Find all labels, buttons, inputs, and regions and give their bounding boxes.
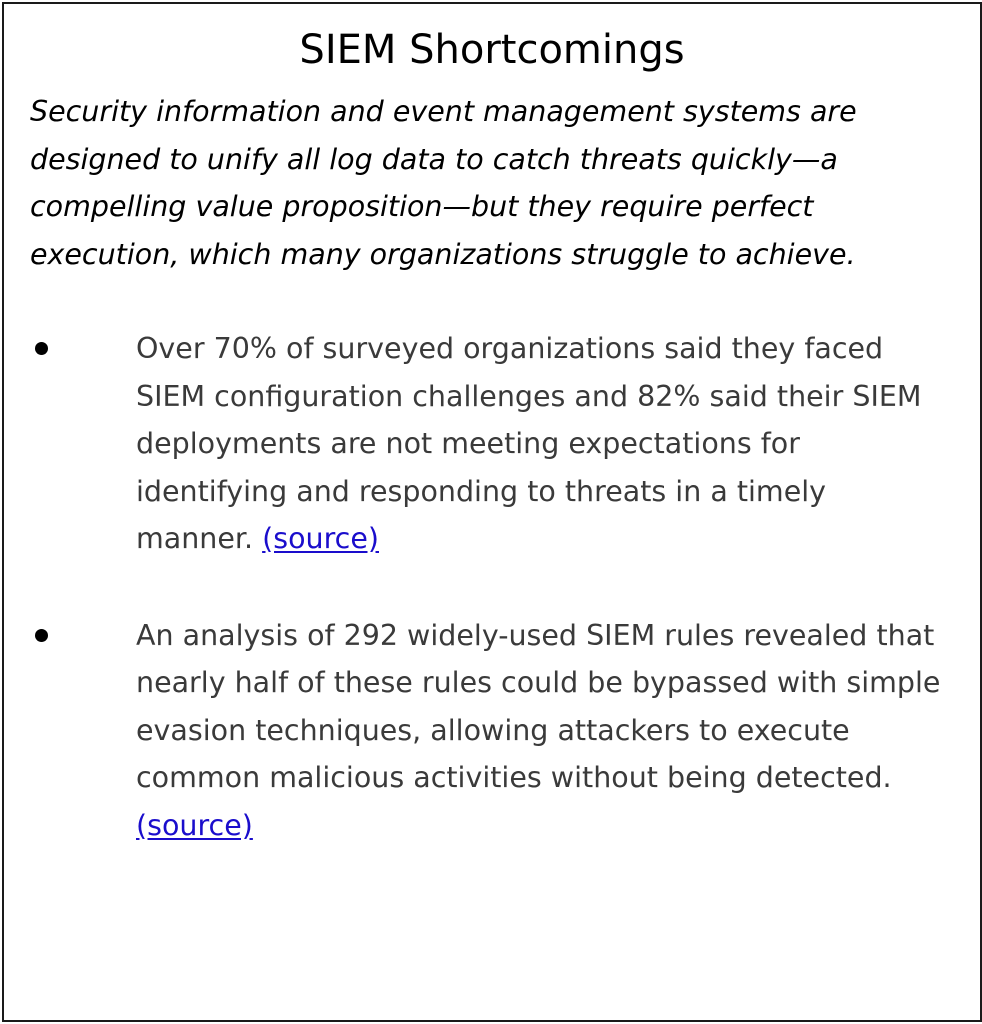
bullet-list	[4, 325, 980, 849]
list-item	[4, 325, 946, 563]
bullet-dot-icon	[35, 342, 48, 355]
source-link[interactable]: (source)	[262, 522, 379, 555]
intro-paragraph: Security information and event management systems are designed to unify all log data to catch threats quickly—a compelling value proposition—but they require perfect execution, which many organizations struggle to achieve.	[30, 95, 857, 271]
list-item	[4, 612, 946, 850]
page-title: SIEM Shortcomings	[299, 27, 685, 73]
bullet-text: Over 70% of surveyed organizations said they faced SIEM configuration challenges and 82% said their SIEM deployments are not meeting expectations for identifying and responding to threats in a timely manner.	[136, 332, 922, 555]
bullet-text: An analysis of 292 widely-used SIEM rules revealed that nearly half of these rules could be bypassed with simple evasion techniques, allowing attackers to execute common malicious activities without being detected.	[136, 618, 941, 794]
source-link[interactable]: (source)	[136, 808, 253, 842]
slide-frame	[2, 2, 982, 1022]
bullet-dot-icon	[35, 629, 48, 642]
